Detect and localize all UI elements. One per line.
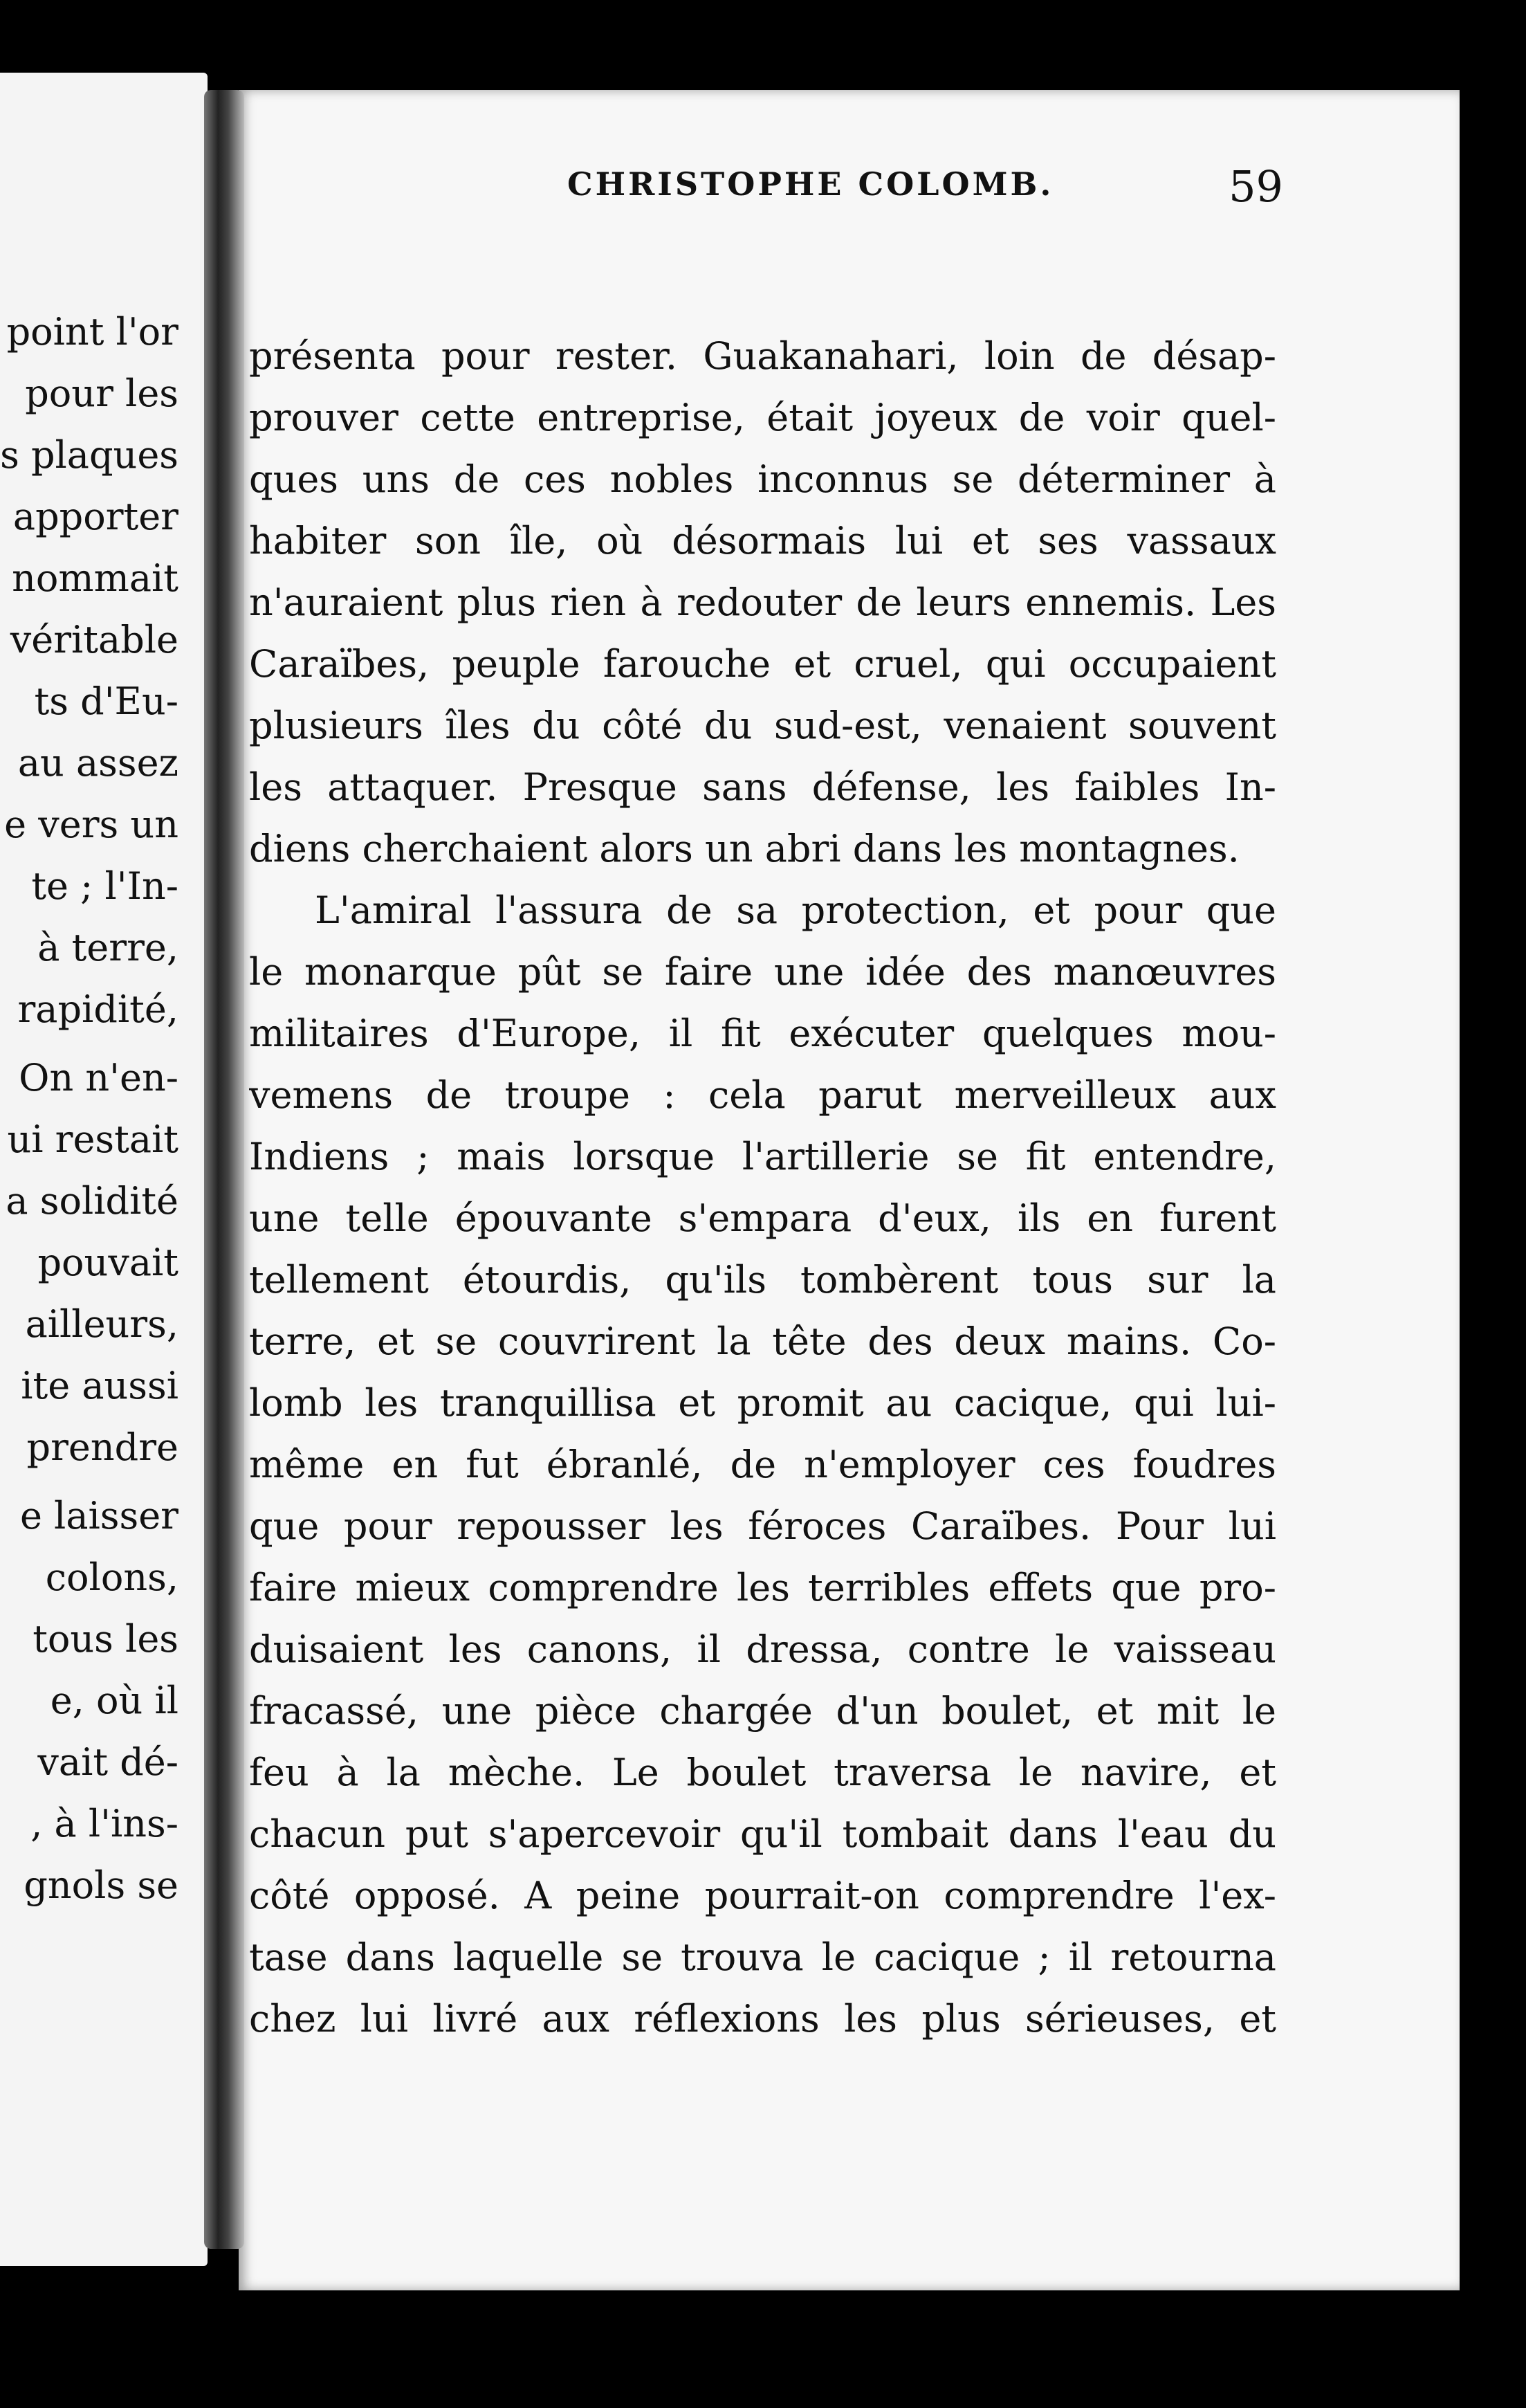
left-line: e vers un bbox=[4, 803, 178, 846]
text-line: que pour repousser les féroces Caraïbes. Pour lui bbox=[249, 1504, 1276, 1548]
text-line: vemens de troupe : cela parut merveilleux aux bbox=[249, 1073, 1276, 1117]
text-line: Indiens ; mais lorsque l'artillerie se fit entendre, bbox=[249, 1135, 1276, 1178]
left-line: e laisser bbox=[19, 1494, 178, 1538]
left-line: pouvait bbox=[37, 1241, 178, 1284]
text-line: n'auraient plus rien à redouter de leurs ennemis. Les bbox=[249, 581, 1276, 624]
left-line: véritable bbox=[10, 618, 178, 662]
text-line: lomb les tranquillisa et promit au cacique, qui lui- bbox=[249, 1381, 1276, 1425]
text-line: même en fut ébranlé, de n'employer ces foudres bbox=[249, 1443, 1276, 1486]
text-line: faire mieux comprendre les terribles effets que pro- bbox=[249, 1566, 1276, 1609]
text-line: tellement étourdis, qu'ils tombèrent tous sur la bbox=[249, 1258, 1276, 1302]
left-line: s plaques bbox=[0, 433, 178, 477]
left-line: On n'en- bbox=[19, 1056, 178, 1100]
left-line: ailleurs, bbox=[25, 1302, 178, 1346]
text-line: duisaient les canons, il dressa, contre le vaisseau bbox=[249, 1627, 1276, 1671]
text-line: feu à la mèche. Le boulet traversa le navire, et bbox=[249, 1751, 1276, 1794]
text-line: diens cherchaient alors un abri dans les montagnes. bbox=[249, 827, 1240, 870]
body-text bbox=[249, 325, 1276, 2050]
left-line: apporter bbox=[12, 495, 178, 538]
left-line: ui restait bbox=[7, 1118, 178, 1161]
left-line: au assez bbox=[17, 741, 178, 785]
text-line: prouver cette entreprise, était joyeux de voir quel- bbox=[249, 396, 1276, 439]
text-line: chez lui livré aux réflexions les plus sérieuses, et bbox=[249, 1997, 1276, 2041]
left-line: vait dé- bbox=[37, 1740, 178, 1784]
text-line: terre, et se couvrirent la tête des deux mains. Co- bbox=[249, 1320, 1276, 1363]
text-line: habiter son île, où désormais lui et ses vassaux bbox=[249, 519, 1276, 563]
text-line: plusieurs îles du côté du sud-est, venaient souvent bbox=[249, 704, 1276, 747]
left-line: colons, bbox=[45, 1556, 178, 1599]
text-line: fracassé, une pièce chargée d'un boulet, et mit le bbox=[249, 1689, 1276, 1733]
text-line: ques uns de ces nobles inconnus se déterminer à bbox=[249, 457, 1276, 501]
text-line: militaires d'Europe, il fit exécuter quelques mou- bbox=[249, 1012, 1276, 1055]
left-line: , à l'ins- bbox=[30, 1802, 178, 1845]
left-line: e, où il bbox=[50, 1679, 178, 1722]
left-line: ite aussi bbox=[21, 1364, 178, 1407]
page-number: 59 bbox=[1229, 161, 1283, 212]
running-title: CHRISTOPHE COLOMB. bbox=[567, 165, 1054, 203]
previous-page-fragment bbox=[0, 73, 208, 2266]
left-line: point l'or bbox=[6, 310, 178, 354]
text-line: présenta pour rester. Guakanahari, loin de désap- bbox=[249, 334, 1276, 378]
text-line: le monarque pût se faire une idée des manœuvres bbox=[249, 950, 1276, 994]
text-line: L'amiral l'assura de sa protection, et pour que bbox=[315, 888, 1276, 932]
left-line: à terre, bbox=[37, 926, 178, 969]
text-line: Caraïbes, peuple farouche et cruel, qui occupaient bbox=[249, 642, 1276, 686]
left-line: prendre bbox=[26, 1425, 178, 1469]
left-line: nommait bbox=[12, 556, 178, 600]
left-line: gnols se bbox=[24, 1863, 178, 1907]
running-head bbox=[325, 161, 1290, 217]
text-line: tase dans laquelle se trouva le cacique ; il retourna bbox=[249, 1935, 1276, 1979]
left-line: rapidité, bbox=[17, 987, 178, 1031]
text-line: côté opposé. A peine pourrait-on comprendre l'ex- bbox=[249, 1874, 1276, 1917]
text-line: chacun put s'apercevoir qu'il tombait dans l'eau du bbox=[249, 1812, 1276, 1856]
text-line: une telle épouvante s'empara d'eux, ils en furent bbox=[249, 1196, 1276, 1240]
previous-page-text bbox=[0, 301, 178, 1916]
left-line: tous les bbox=[33, 1617, 178, 1661]
left-line: ts d'Eu- bbox=[34, 679, 178, 723]
left-line: pour les bbox=[25, 372, 178, 415]
text-line: les attaquer. Presque sans défense, les faibles In- bbox=[249, 765, 1276, 809]
left-line: a solidité bbox=[6, 1179, 178, 1223]
book-gutter-shadow bbox=[204, 90, 244, 2249]
left-line: te ; l'In- bbox=[31, 864, 178, 908]
